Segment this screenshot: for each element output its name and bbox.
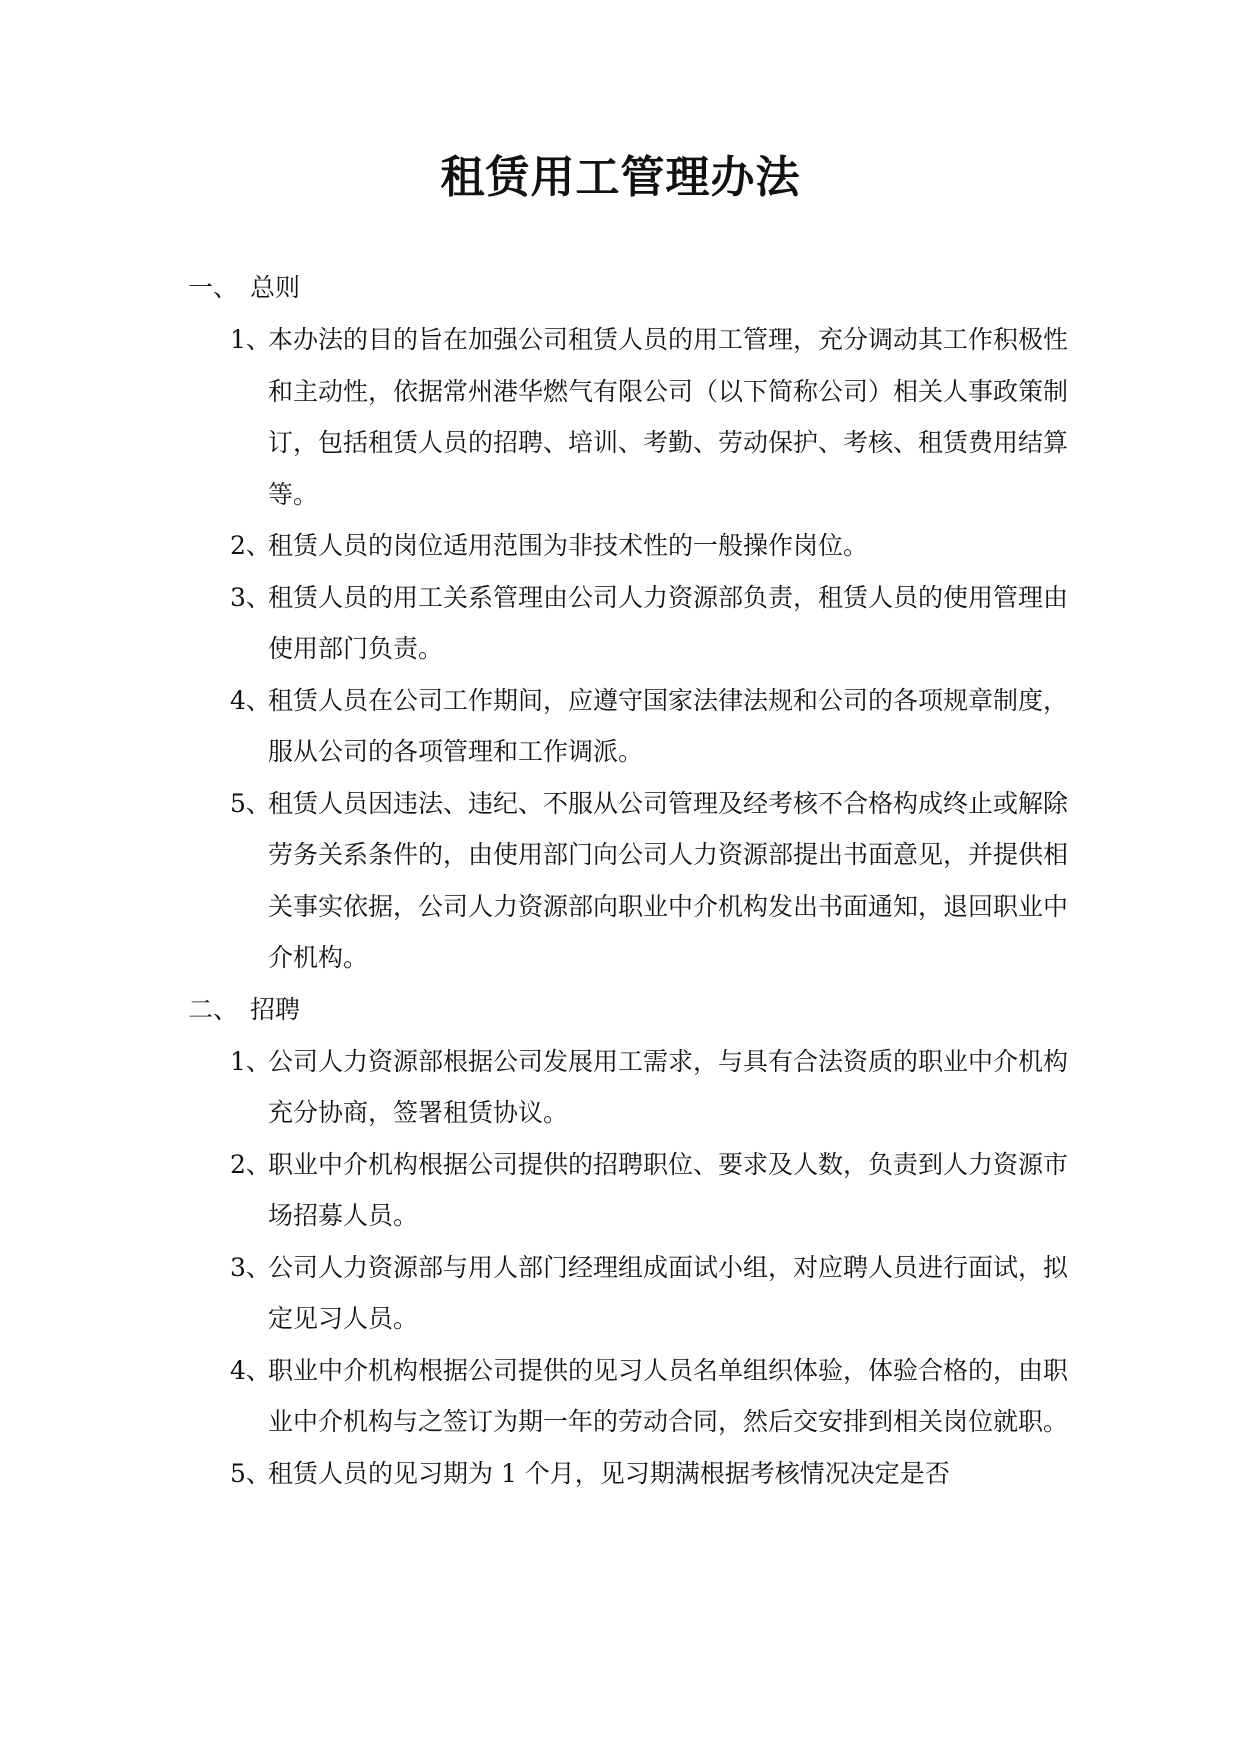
clause-item: [188, 572, 1068, 675]
clause-item: [188, 314, 1068, 520]
clause-number: 5、: [230, 788, 271, 818]
clause-list: [188, 314, 1068, 984]
clause-number: 2、: [230, 531, 271, 560]
section-title: 招聘: [250, 994, 301, 1024]
clause-text: 公司人力资源部根据公司发展用工需求，与具有合法资质的职业中介机构充分协商，签署租赁协议。: [268, 1046, 1069, 1127]
clause-number: 5、: [230, 1458, 271, 1488]
clause-number: 1、: [230, 325, 271, 354]
clause-text: 租赁人员的见习期为 1 个月，见习期满根据考核情况决定是否: [268, 1458, 950, 1488]
clause-text: 租赁人员因违法、违纪、不服从公司管理及经考核不合格构成终止或解除劳务关系条件的，由使用部门向公司人力资源部提出书面意见，并提供相关事实依据，公司人力资源部向职业中介机构发出书面通知，退回职业中介机构。: [268, 788, 1069, 972]
clause-number: 1、: [230, 1046, 271, 1076]
clause-text: 租赁人员在公司工作期间，应遵守国家法律法规和公司的各项规章制度，服从公司的各项管理和工作调派。: [268, 685, 1069, 766]
clause-item: [188, 778, 1068, 984]
section-general: [188, 262, 1068, 984]
clause-text: 租赁人员的岗位适用范围为非技术性的一般操作岗位。: [268, 531, 869, 560]
document-body: [188, 262, 1068, 1499]
clause-text: 职业中介机构根据公司提供的招聘职位、要求及人数，负责到人力资源市场招募人员。: [268, 1149, 1069, 1230]
section-heading: [188, 262, 1068, 314]
section-number: 二、: [188, 994, 239, 1024]
clause-number: 4、: [230, 1355, 271, 1385]
section-heading: [188, 984, 1068, 1036]
clause-text: 租赁人员的用工关系管理由公司人力资源部负责，租赁人员的使用管理由使用部门负责。: [268, 582, 1069, 663]
clause-item: [188, 520, 1068, 572]
clause-list: [188, 1036, 1068, 1500]
section-title: 总则: [250, 273, 301, 302]
clause-text: 本办法的目的旨在加强公司租赁人员的用工管理，充分调动其工作积极性和主动性，依据常州港华燃气有限公司（以下简称公司）相关人事政策制订，包括租赁人员的招聘、培训、考勤、劳动保护、考核、租赁费用结算等。: [268, 325, 1069, 509]
clause-text: 职业中介机构根据公司提供的见习人员名单组织体验，体验合格的，由职业中介机构与之签订为期一年的劳动合同，然后交安排到相关岗位就职。: [268, 1355, 1069, 1436]
clause-item: [188, 675, 1068, 778]
clause-item: [188, 1036, 1068, 1139]
clause-item: [188, 1139, 1068, 1242]
section-recruitment: [188, 984, 1068, 1500]
section-number: 一、: [188, 273, 239, 302]
clause-number: 4、: [230, 685, 271, 715]
clause-item: [188, 1345, 1068, 1448]
clause-item: [188, 1242, 1068, 1345]
clause-number: 3、: [230, 1252, 271, 1282]
clause-number: 3、: [230, 582, 271, 612]
clause-text: 公司人力资源部与用人部门经理组成面试小组，对应聘人员进行面试，拟定见习人员。: [268, 1252, 1069, 1333]
clause-number: 2、: [230, 1149, 271, 1179]
document-title: 租赁用工管理办法: [440, 152, 801, 203]
clause-item: [188, 1448, 1068, 1500]
